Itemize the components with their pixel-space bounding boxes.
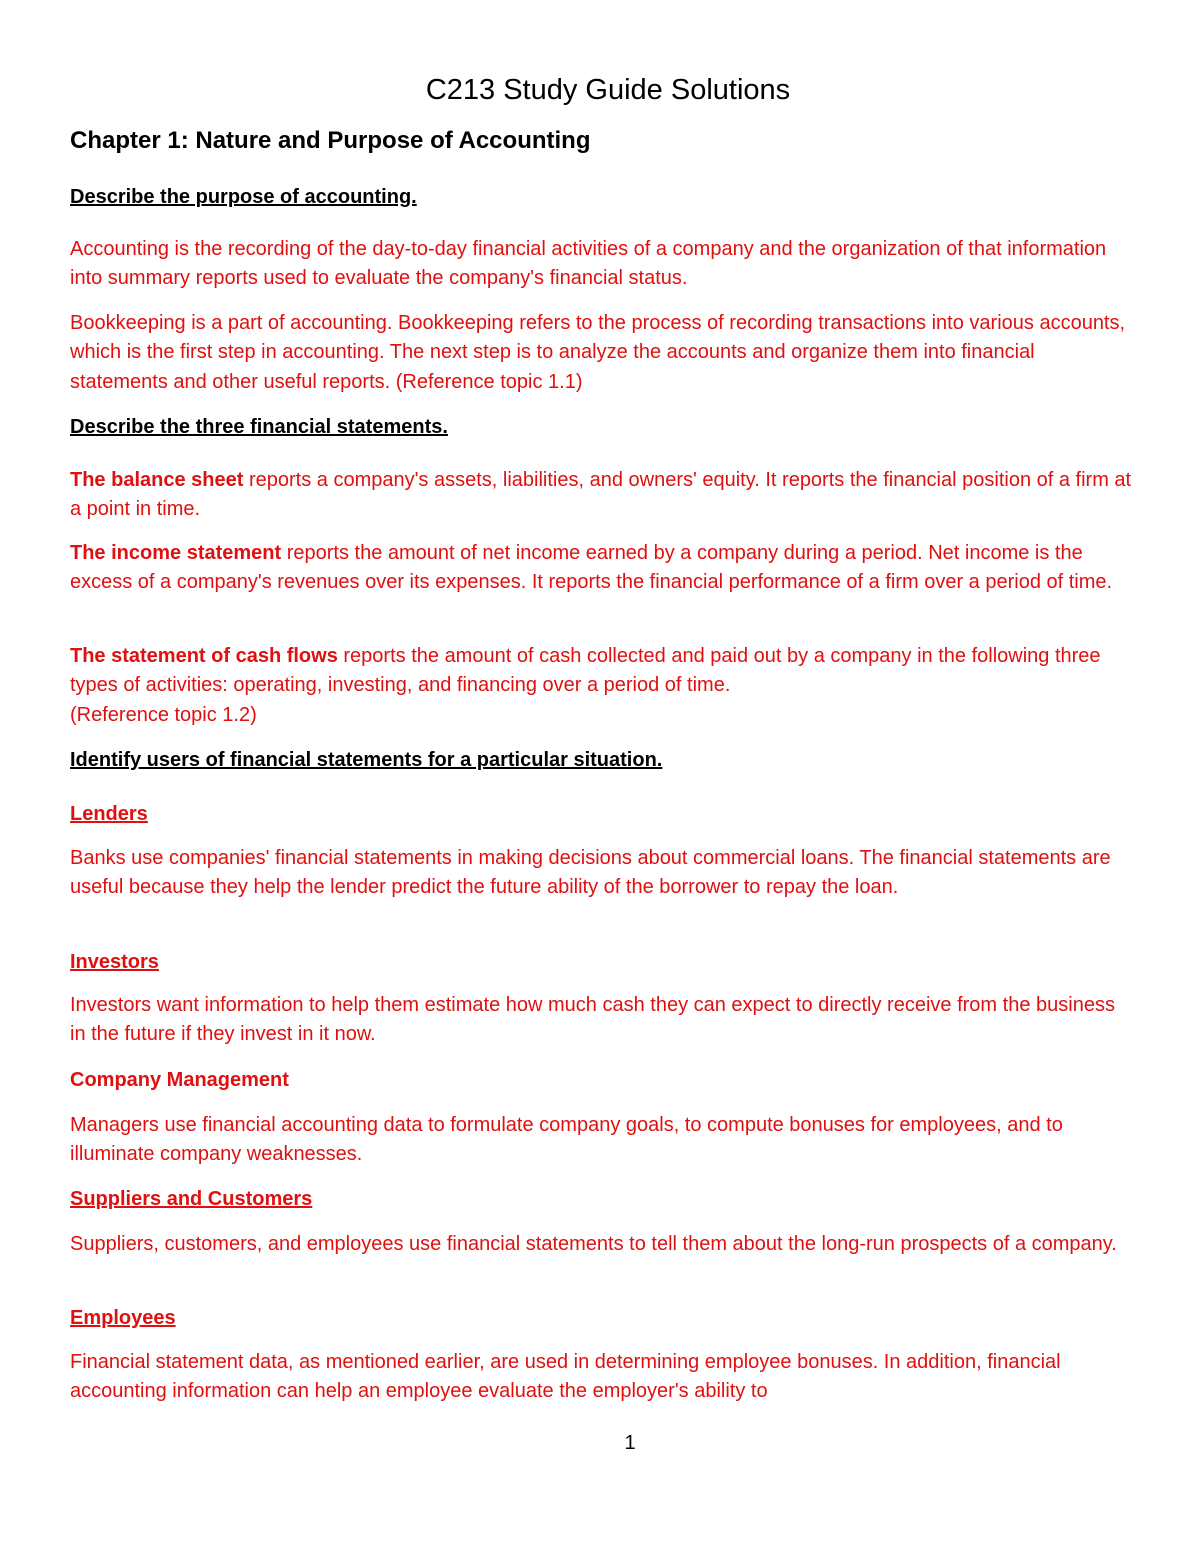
user-text-lenders: Banks use companies' financial statements in making decisions about commercial loans. The financial statements are useful because they help the lender predict the future ability of the borrower to repay the loan. [70, 847, 1111, 899]
income-statement-term: The income statement [70, 542, 282, 564]
user-heading-investors: Investors [70, 951, 159, 973]
answer-cash-flows [70, 642, 1132, 730]
balance-sheet-description: reports a company's assets, liabilities, and owners' equity. It reports the financial position of a firm at a point in time. [70, 469, 1132, 521]
user-heading-lenders: Lenders [70, 803, 148, 825]
question-heading-users: Identify users of financial statements for a particular situation. [70, 749, 663, 771]
user-text-investors: Investors want information to help them estimate how much cash they can expect to directly receive from the business in the future if they invest in it now. [70, 994, 1115, 1046]
answer-purpose-paragraph-2: Bookkeeping is a part of accounting. Bookkeeping refers to the process of recording transactions into various accounts, which is the first step in accounting. The next step is to analyze the accounts and organize them into financial statements and other useful reports. (Reference topic 1.1) [70, 312, 1126, 393]
page-number: 1 [624, 1432, 636, 1454]
question-heading-statements: Describe the three financial statements. [70, 416, 448, 438]
question-heading-purpose: Describe the purpose of accounting. [70, 186, 417, 208]
user-text-employees: Financial statement data, as mentioned earlier, are used in determining employee bonuses. In addition, financial accounting information can help an employee evaluate the employer's ability to [70, 1351, 1061, 1403]
user-text-management: Managers use financial accounting data to formulate company goals, to compute bonuses for employees, and to illuminate company weaknesses. [70, 1114, 1063, 1166]
chapter-heading: Chapter 1: Nature and Purpose of Accounting [70, 127, 591, 154]
user-heading-employees: Employees [70, 1307, 176, 1329]
document-title: C213 Study Guide Solutions [425, 74, 791, 106]
answer-purpose-paragraph-1: Accounting is the recording of the day-to-day financial activities of a company and the organization of that information into summary reports used to evaluate the company's financial status. [70, 238, 1107, 290]
balance-sheet-term: The balance sheet [70, 469, 244, 491]
user-heading-suppliers: Suppliers and Customers [70, 1188, 313, 1210]
answer-income-statement [70, 539, 1132, 598]
cash-flows-description: reports the amount of cash collected and paid out by a company in the following three types of activities: operating, investing, and financing over a period of time. [70, 645, 1101, 697]
answer-balance-sheet [70, 466, 1132, 525]
user-heading-management: Company Management [70, 1069, 289, 1091]
cash-flows-reference: (Reference topic 1.2) [70, 703, 257, 726]
cash-flows-term: The statement of cash flows [70, 645, 338, 667]
user-text-suppliers: Suppliers, customers, and employees use financial statements to tell them about the long-run prospects of a company. [70, 1233, 1117, 1255]
income-statement-description: reports the amount of net income earned by a company during a period. Net income is the excess of a company's revenues over its expenses. It reports the financial performance of a firm over a period of time. [70, 542, 1113, 594]
